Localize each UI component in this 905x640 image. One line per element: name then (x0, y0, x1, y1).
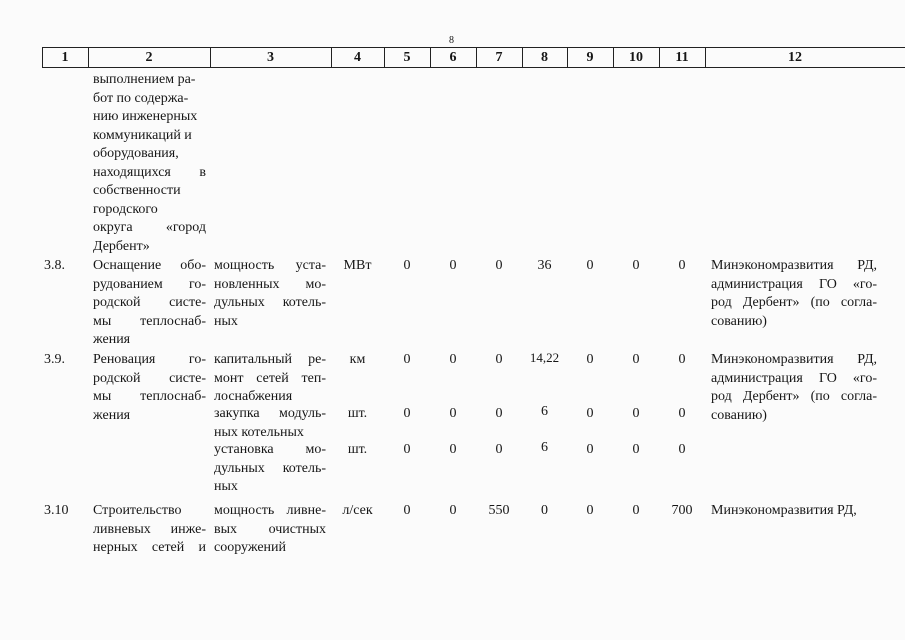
value-cell: 0 (632, 503, 640, 518)
row-number: 3.10 (44, 503, 69, 518)
value-cell: 6 (541, 404, 548, 419)
header-col-3: 3 (267, 50, 274, 65)
value-cell: 0 (495, 352, 503, 367)
unit-cell: МВт (343, 258, 372, 273)
value-cell: 0 (586, 406, 594, 421)
value-cell: 0 (541, 503, 548, 518)
value-cell: 0 (495, 258, 503, 273)
header-col-9: 9 (586, 50, 594, 65)
header-bottom-rule (42, 67, 905, 68)
indicator-cell: мощность ливне- вых очистных сооружений (214, 503, 326, 555)
row-number: 3.9. (44, 352, 65, 367)
header-col-5: 5 (403, 50, 411, 65)
value-cell: 0 (586, 258, 594, 273)
value-cell: 0 (403, 406, 411, 421)
value-cell: 0 (586, 503, 594, 518)
indicator-cell: капитальный ре- монт сетей теп- лоснабжения (214, 352, 326, 404)
value-cell: 0 (403, 442, 411, 457)
continued-name-cell: выполнением ра- бот по содержа- нию инженерных коммуникаций и оборудования, находящихся в собственности городского округа «город Дербент» (93, 72, 206, 254)
value-cell: 0 (403, 503, 411, 518)
value-cell: 0 (586, 352, 594, 367)
value-cell: 0 (449, 352, 457, 367)
value-cell: 0 (495, 442, 503, 457)
row-name-cell: Строительство ливневых инже- нерных сетей и (93, 503, 206, 555)
header-col-2: 2 (145, 50, 153, 65)
row-name-cell: Реновация го- родской систе- мы теплоснаб- жения (93, 352, 206, 423)
indicator-cell: закупка модуль- ных котельных (214, 406, 326, 440)
value-cell: 700 (671, 503, 693, 518)
value-cell: 0 (678, 258, 686, 273)
header-col-8: 8 (541, 50, 548, 65)
header-col-11: 11 (675, 50, 689, 65)
row-number: 3.8. (44, 258, 65, 273)
value-cell: 0 (632, 442, 640, 457)
value-cell: 14,22 (529, 350, 560, 365)
value-cell: 0 (403, 258, 411, 273)
value-cell: 550 (488, 503, 510, 518)
unit-cell: км (349, 352, 366, 367)
executor-cell: Минэкономразвития РД, администрация ГО «го- род Дербент» (по согла- сованию) (711, 352, 877, 423)
value-cell: 0 (632, 258, 640, 273)
header-col-4: 4 (354, 50, 361, 65)
value-cell: 0 (632, 352, 640, 367)
executor-cell: Минэкономразвития РД, (711, 503, 857, 518)
value-cell: 0 (495, 406, 503, 421)
value-cell: 0 (449, 442, 457, 457)
header-col-6: 6 (449, 50, 457, 65)
header-col-1: 1 (61, 50, 69, 65)
value-cell: 0 (449, 406, 457, 421)
unit-cell: шт. (347, 406, 368, 421)
value-cell: 0 (678, 352, 686, 367)
indicator-cell: мощность уста- новленных мо- дульных котель- ных (214, 258, 326, 329)
value-cell: 0 (678, 406, 686, 421)
value-cell: 0 (449, 258, 457, 273)
executor-cell: Минэкономразвития РД, администрация ГО «го- род Дербент» (по согла- сованию) (711, 258, 877, 329)
value-cell: 0 (449, 503, 457, 518)
header-col-12: 12 (788, 50, 802, 65)
unit-cell: шт. (347, 442, 368, 457)
header-col-7: 7 (495, 50, 503, 65)
value-cell: 0 (632, 406, 640, 421)
unit-cell: л/сек (342, 503, 373, 518)
indicator-cell: установка мо- дульных котель- ных (214, 442, 326, 494)
header-col-10: 10 (629, 50, 643, 65)
row-name-cell: Оснащение обо- рудованием го- родской систе- мы теплоснаб- жения (93, 258, 206, 347)
value-cell: 36 (537, 258, 552, 273)
value-cell: 0 (586, 442, 594, 457)
value-cell: 6 (541, 440, 548, 455)
value-cell: 0 (403, 352, 411, 367)
value-cell: 0 (678, 442, 686, 457)
page-number: 8 (449, 35, 454, 46)
